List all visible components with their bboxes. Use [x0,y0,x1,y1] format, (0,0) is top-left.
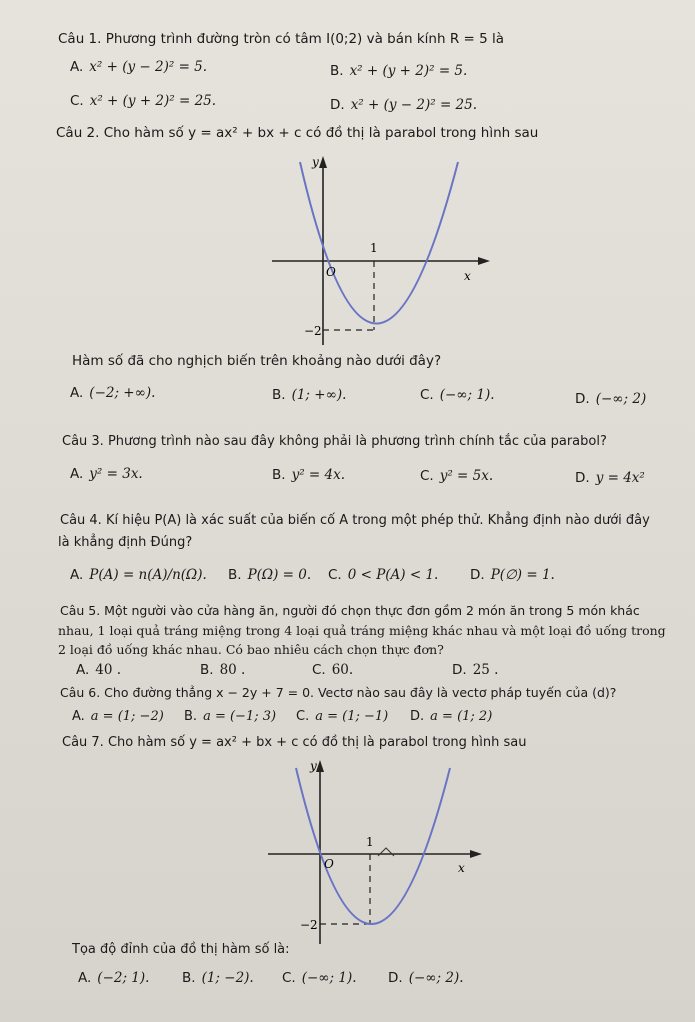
option-label: B. [228,567,242,583]
q7-option-b [182,969,254,987]
option-label: B. [200,662,214,678]
option-text: y² = 3x. [89,466,143,482]
option-label: D. [452,662,467,678]
q2-option-d [575,390,646,408]
option-text: P(A) = n(A)/n(Ω). [89,567,207,583]
option-text: y² = 4x. [291,467,345,483]
q6-option-c [296,708,388,726]
option-label: B. [272,387,286,403]
option-text: P(Ω) = 0. [247,567,312,583]
x-axis-arrow-icon [478,257,490,265]
option-text: (1; +∞). [291,387,347,403]
q1-stem: Câu 1. Phương trình đường tròn có tâm I(0;2) và bán kính R = 5 là [58,31,505,47]
q3-option-d [575,469,645,487]
q2-option-c [420,386,495,404]
q4-option-b [228,566,311,584]
option-label: D. [388,970,403,986]
q4-stem: Câu 4. Kí hiệu P(A) là xác suất của biến cố A trong một phép thử. Khẳng định nào dưới đây [60,513,650,528]
q2-stem: Câu 2. Cho hàm số y = ax² + bx + c có đồ thị là parabol trong hình sau [56,125,539,141]
q1-option-a [70,58,207,76]
q6-option-b [184,708,276,726]
option-text: a = (1; 2) [430,709,493,724]
q2-question: Hàm số đã cho nghịch biến trên khoảng nào dưới đây? [72,353,442,369]
option-label: C. [328,567,342,583]
q1-option-c [70,92,216,110]
q3-option-c [420,467,493,485]
q3-option-b [272,466,345,484]
q5-option-c [312,661,353,679]
option-label: B. [182,970,196,986]
origin-label: O [326,265,336,279]
q5-stem-line2: nhau, 1 loại quả tráng miệng trong 4 loại quả tráng miệng khác nhau và một loại đồ uống trong [58,623,666,638]
q7-stem: Câu 7. Cho hàm số y = ax² + bx + c có đồ thị là parabol trong hình sau [62,735,527,750]
y-axis-label: y [312,155,319,169]
q7-question: Tọa độ đỉnh của đồ thị hàm số là: [72,942,290,957]
option-label: D. [330,97,345,113]
option-label: C. [420,387,434,403]
option-text: (−∞; 2). [408,970,464,986]
tick-x-label: 1 [370,241,378,255]
option-text: x² + (y − 2)² = 25. [350,97,478,113]
option-text: (−2; 1). [97,970,150,986]
q7-option-d [388,969,464,987]
q6-stem: Câu 6. Cho đường thẳng x − 2y + 7 = 0. Vectơ nào sau đây là vectơ pháp tuyến của (d)? [60,685,617,700]
option-label: C. [312,662,326,678]
option-label: B. [330,63,344,79]
option-label: A. [78,970,92,986]
q3-stem: Câu 3. Phương trình nào sau đây không phải là phương trình chính tắc của parabol? [62,434,607,449]
q4-option-a [70,566,207,584]
option-text: y = 4x² [595,470,645,486]
option-label: A. [72,709,85,724]
q5-option-b [200,661,245,679]
option-label: C. [420,468,434,484]
q2-option-b [272,386,346,404]
q1-option-b [330,62,467,80]
option-label: A. [70,385,84,401]
option-text: a = (1; −2) [90,709,164,724]
option-text: (−2; +∞). [89,385,156,401]
q5-option-a [76,661,121,679]
option-text: 60. [331,662,354,678]
q7-parabol-graph [262,754,487,946]
q2-option-a [70,384,155,402]
option-text: x² + (y + 2)² = 25. [89,93,217,109]
q4-option-c [328,566,438,584]
option-label: A. [76,662,90,678]
q6-option-a [72,708,164,726]
option-text: 25 . [472,662,499,678]
option-label: C. [70,93,84,109]
q6-option-d [410,708,492,726]
q5-stem-line3: 2 loại đồ uống khác nhau. Có bao nhiêu cách chọn thực đơn? [58,642,444,657]
q4-option-d [470,566,555,584]
tick-x-label: 1 [366,835,374,849]
option-text: (−∞; 1). [439,387,495,403]
option-label: D. [470,567,485,583]
x-axis-label: x [464,269,471,283]
option-label: A. [70,567,84,583]
q5-stem: Câu 5. Một người vào cửa hàng ăn, người đó chọn thực đơn gồm 2 món ăn trong 5 món khác [60,603,640,618]
option-text: 40 . [95,662,122,678]
option-label: D. [575,391,590,407]
option-label: B. [272,467,286,483]
option-text: (−∞; 2) [595,391,647,407]
option-label: D. [575,470,590,486]
option-text: 0 < P(A) < 1. [347,567,439,583]
q7-option-c [282,969,357,987]
q3-option-a [70,465,143,483]
option-text: y² = 5x. [439,468,494,484]
q5-option-d [452,661,498,679]
option-label: C. [296,709,310,724]
origin-label: O [324,857,334,871]
q2-parabol-graph [268,150,493,350]
option-label: D. [410,709,425,724]
y-axis-arrow-icon [319,156,327,168]
option-text: 80 . [219,662,246,678]
option-text: P(∅) = 1. [490,567,555,583]
option-text: (1; −2). [201,970,254,986]
option-text: x² + (y − 2)² = 5. [89,59,208,75]
option-label: C. [282,970,296,986]
option-label: A. [70,466,84,482]
option-label: A. [70,59,84,75]
option-text: x² + (y + 2)² = 5. [349,63,468,79]
q1-option-d [330,96,477,114]
option-text: (−∞; 1). [301,970,357,986]
x-axis-arrow-icon [470,850,482,858]
option-text: a = (−1; 3) [203,709,277,724]
x-axis-label: x [458,861,465,875]
option-label: B. [184,709,198,724]
y-axis-label: y [310,759,317,773]
y-axis-arrow-icon [316,760,324,772]
q7-option-a [78,969,149,987]
q4-stem-continued: là khẳng định Đúng? [58,535,193,550]
tick-y-label: −2 [300,918,318,932]
tick-y-label: −2 [304,324,322,338]
option-text: a = (1; −1) [315,709,389,724]
